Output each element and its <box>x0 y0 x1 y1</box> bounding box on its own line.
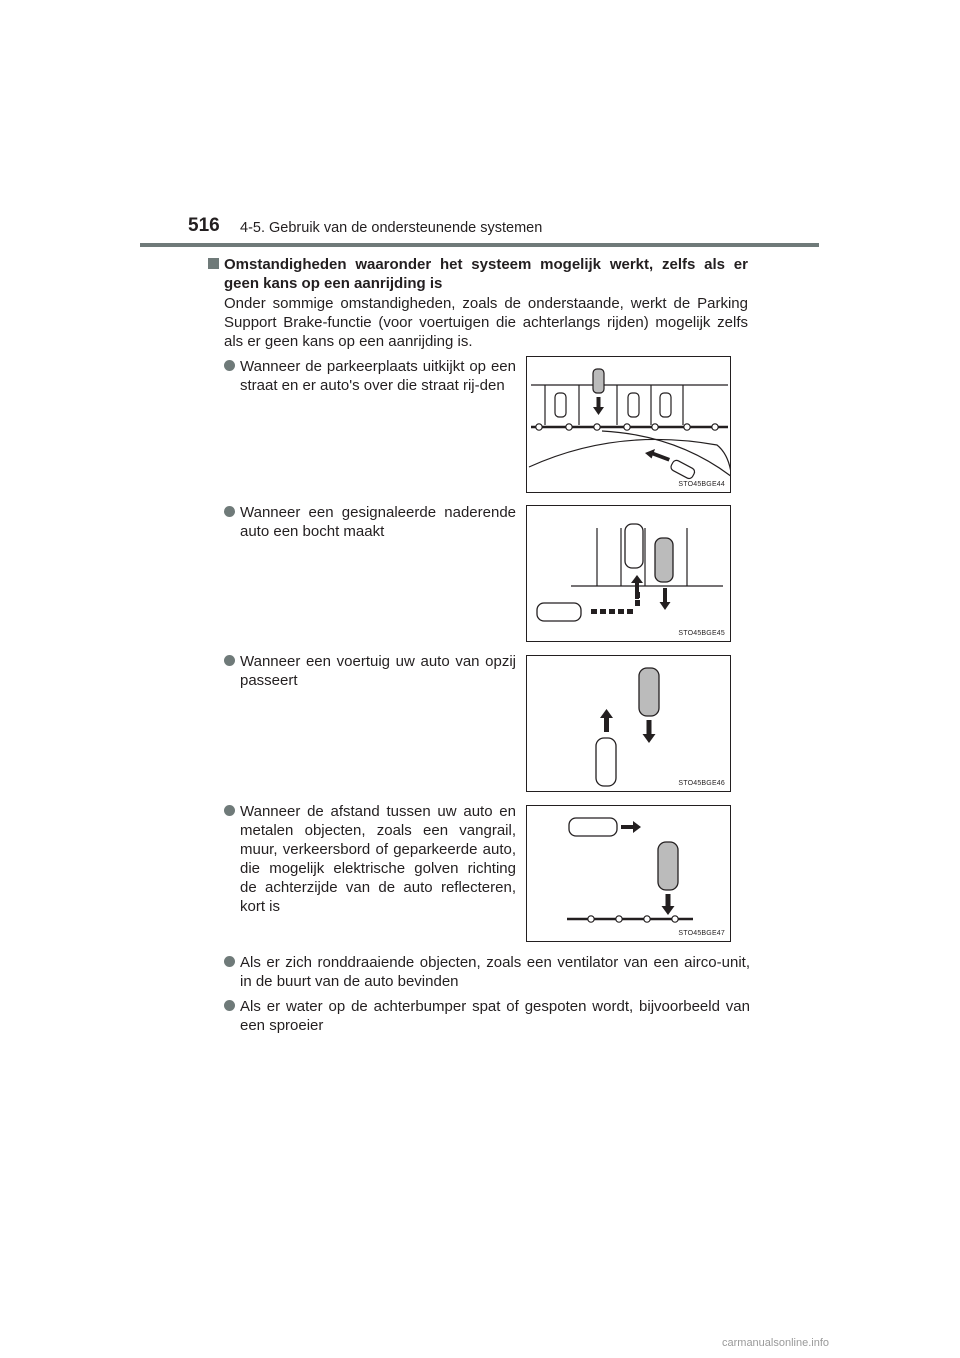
list-item <box>224 652 516 692</box>
figure-code: STO45BGE45 <box>678 630 725 637</box>
list-item-text: Wanneer een voertuig uw auto van opzij passeert <box>240 653 516 689</box>
heading-square-icon <box>208 258 219 269</box>
list-item <box>224 503 516 543</box>
bullet-icon <box>224 1000 235 1011</box>
bullet-icon <box>224 805 235 816</box>
figure-turning-car <box>526 505 731 642</box>
figure-code: STO45BGE47 <box>678 930 725 937</box>
list-item-text: Wanneer een gesignaleerde naderende auto een bocht maakt <box>240 504 516 540</box>
list-item-text: Als er water op de achterbumper spat of gespoten wordt, bijvoorbeeld van een sproeier <box>240 998 750 1034</box>
list-item <box>224 357 516 417</box>
bullet-icon <box>224 956 235 967</box>
figure-code: STO45BGE46 <box>678 780 725 787</box>
list-item <box>224 953 752 993</box>
bullet-icon <box>224 506 235 517</box>
bullet-icon <box>224 360 235 371</box>
header-rule <box>140 243 819 247</box>
figure-passing-car <box>526 655 731 792</box>
list-item-text: Wanneer de afstand tussen uw auto en metalen objecten, zoals een vangrail, muur, verkeersbord of geparkeerde auto, die mogelijk elektrische golven richting de achterzijde van de auto reflecteren, kort is <box>240 803 516 915</box>
figure-code: STO45BGE44 <box>678 481 725 488</box>
list-item-text: Als er zich ronddraaiende objecten, zoals een ventilator van een airco-unit, in de buurt van de auto bevinden <box>240 954 750 990</box>
bullet-icon <box>224 655 235 666</box>
section-title: 4-5. Gebruik van de ondersteunende systemen <box>240 220 543 236</box>
figure-metal-objects <box>526 805 731 942</box>
section-heading: Omstandigheden waaronder het systeem mogelijk werkt, zelfs als er geen kans op een aanrijding is <box>224 256 748 292</box>
list-item <box>224 802 516 922</box>
list-item-text: Wanneer de parkeerplaats uitkijkt op een straat en er auto's over die straat rij-den <box>240 358 516 394</box>
intro-paragraph: Onder sommige omstandigheden, zoals de onderstaande, werkt de Parking Support Brake-functie (voor voertuigen die achterlangs rijden) mogelijk zelfs als er geen kans op een aanrijding is. <box>224 295 748 350</box>
figure-parking-street <box>526 356 731 493</box>
watermark: carmanualsonline.info <box>722 1337 830 1349</box>
list-item <box>224 997 752 1037</box>
page-number: 516 <box>188 215 220 236</box>
